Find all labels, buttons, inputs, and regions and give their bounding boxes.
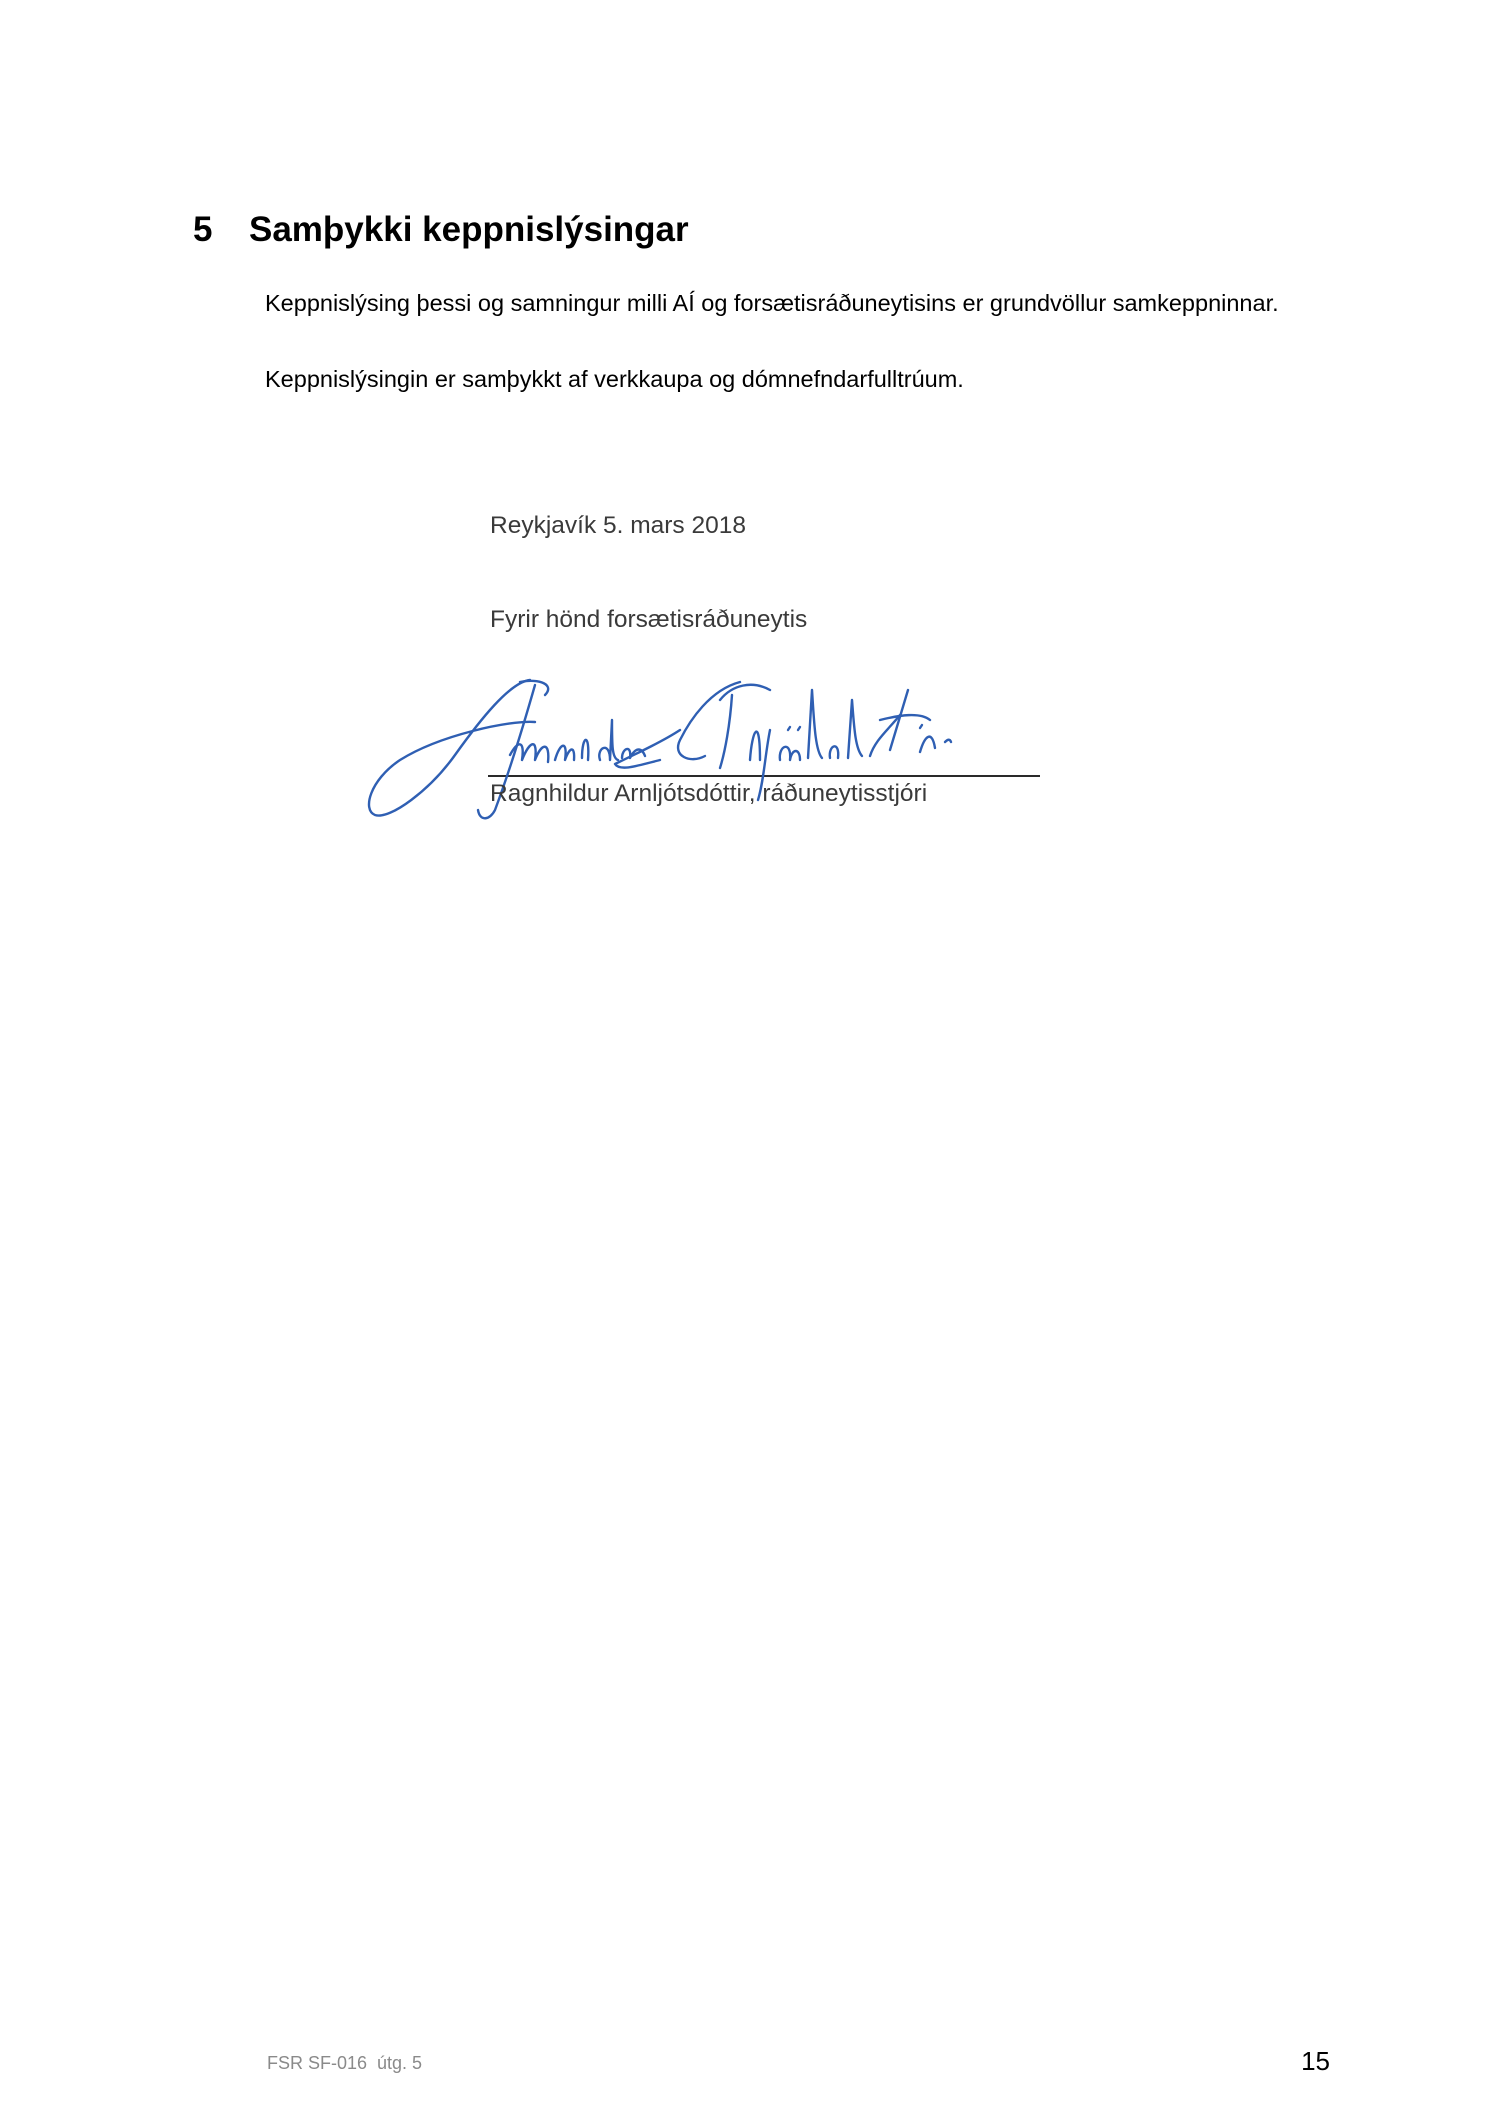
paragraph-approval: Keppnislýsingin er samþykkt af verkkaupa og dómnefndarfulltrúum.: [265, 366, 964, 392]
section-title: Samþykki keppnislýsingar: [249, 210, 689, 249]
signer-name-title: Ragnhildur Arnljótsdóttir, ráðuneytisstjóri: [490, 780, 928, 807]
section-number: 5: [193, 210, 213, 249]
signature-block: [0, 0, 1500, 900]
paragraph-agreement: Keppnislýsing þessi og samningur milli AÍ og forsætisráðuneytisins er grundvöllur samkeppninnar.: [265, 290, 1279, 316]
footer-document-code: FSR SF-016 útg. 5: [267, 2053, 423, 2073]
on-behalf-line: Fyrir hönd forsætisráðuneytis: [490, 606, 808, 633]
place-and-date: Reykjavík 5. mars 2018: [490, 512, 746, 539]
page-number: 15: [1301, 2046, 1330, 2076]
